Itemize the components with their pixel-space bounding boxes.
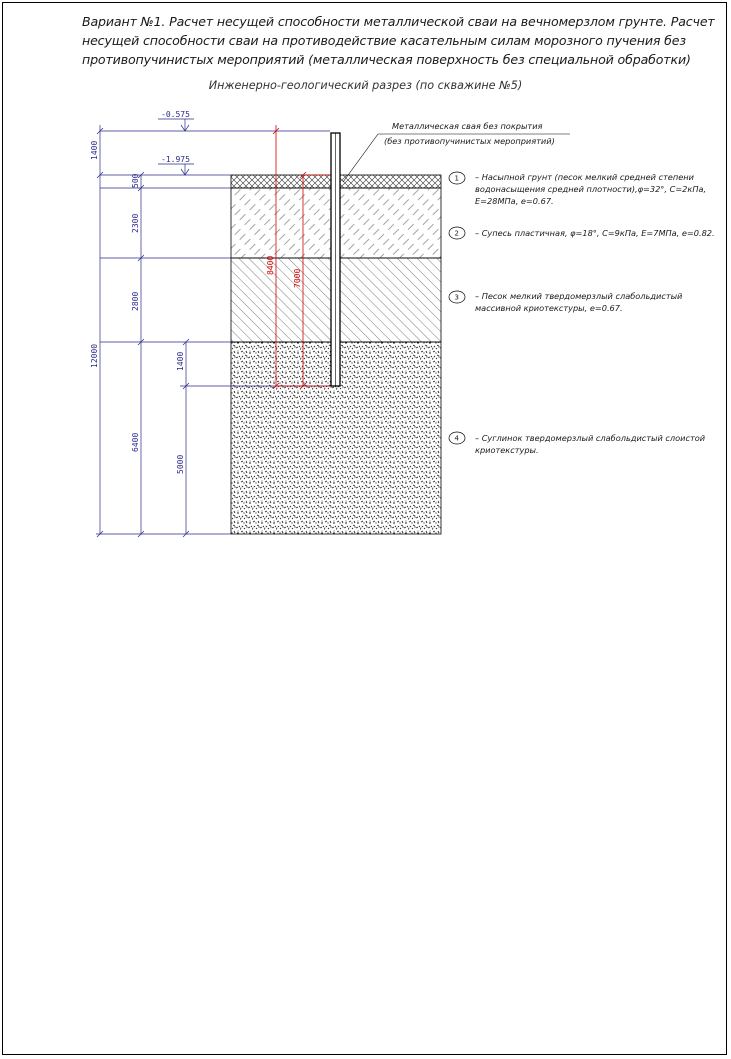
pile-label-line1: Металлическая свая без покрытия xyxy=(392,121,543,131)
dim-6400: 6400 xyxy=(131,432,140,452)
dim-red-7000: 7000 xyxy=(293,268,302,288)
legend-text-4a: – Суглинок твердомерзлый слабольдистый слоистой xyxy=(475,433,706,443)
legend-layer-1 xyxy=(449,172,706,206)
legend-layer-3 xyxy=(449,291,683,313)
legend-text-3b: массивной криотекстуры, е=0.67. xyxy=(475,303,623,313)
legend-text-1c: Е=28МПа, е=0.67. xyxy=(475,196,554,206)
legend-layer-4 xyxy=(449,432,706,455)
dim-2800: 2800 xyxy=(131,291,140,311)
page-title: Вариант №1. Расчет несущей способности металлической сваи на вечномерзлом грунте. Расчет несущей способности сваи на противодействие касательным силам морозного пучения без противопучинистых мероприятий (металлическая поверхность без специальной обработки) xyxy=(82,14,715,67)
dim-red-8400: 8400 xyxy=(266,255,275,275)
legend-number-1: 1 xyxy=(454,174,459,183)
level-mark-2: -1.975 xyxy=(161,155,190,164)
legend-layer-2 xyxy=(449,227,715,239)
legend-text-1a: – Насыпной грунт (песок мелкий средней степени xyxy=(475,172,694,182)
legend-text-1b: водонасыщения средней плотности),φ=32°, С=2кПа, xyxy=(475,184,707,194)
dim-12000: 12000 xyxy=(90,343,99,368)
pile-label-line2: (без противопучинистых мероприятий) xyxy=(384,136,555,146)
metal-pile xyxy=(331,133,340,386)
dim-2300: 2300 xyxy=(131,213,140,233)
legend-text-3a: – Песок мелкий твердомерзлый слабольдистый xyxy=(475,291,683,301)
legend-number-2: 2 xyxy=(454,229,459,238)
level-mark-1: -0.575 xyxy=(161,110,190,119)
level-marks xyxy=(100,119,330,175)
legend-number-3: 3 xyxy=(454,293,459,302)
dim-5000: 5000 xyxy=(176,454,185,474)
section-subtitle: Инженерно-геологический разрез (по скважине №5) xyxy=(208,79,523,92)
legend-number-4: 4 xyxy=(454,434,459,443)
legend-text-2a: – Супесь пластичная, φ=18°, С=9кПа, Е=7МПа, е=0.82. xyxy=(475,228,715,238)
dim-1400-bottom: 1400 xyxy=(176,351,185,371)
dim-1400-top: 1400 xyxy=(90,140,99,160)
legend-text-4b: криотекстуры. xyxy=(475,445,539,455)
dim-500: 500 xyxy=(131,173,140,188)
